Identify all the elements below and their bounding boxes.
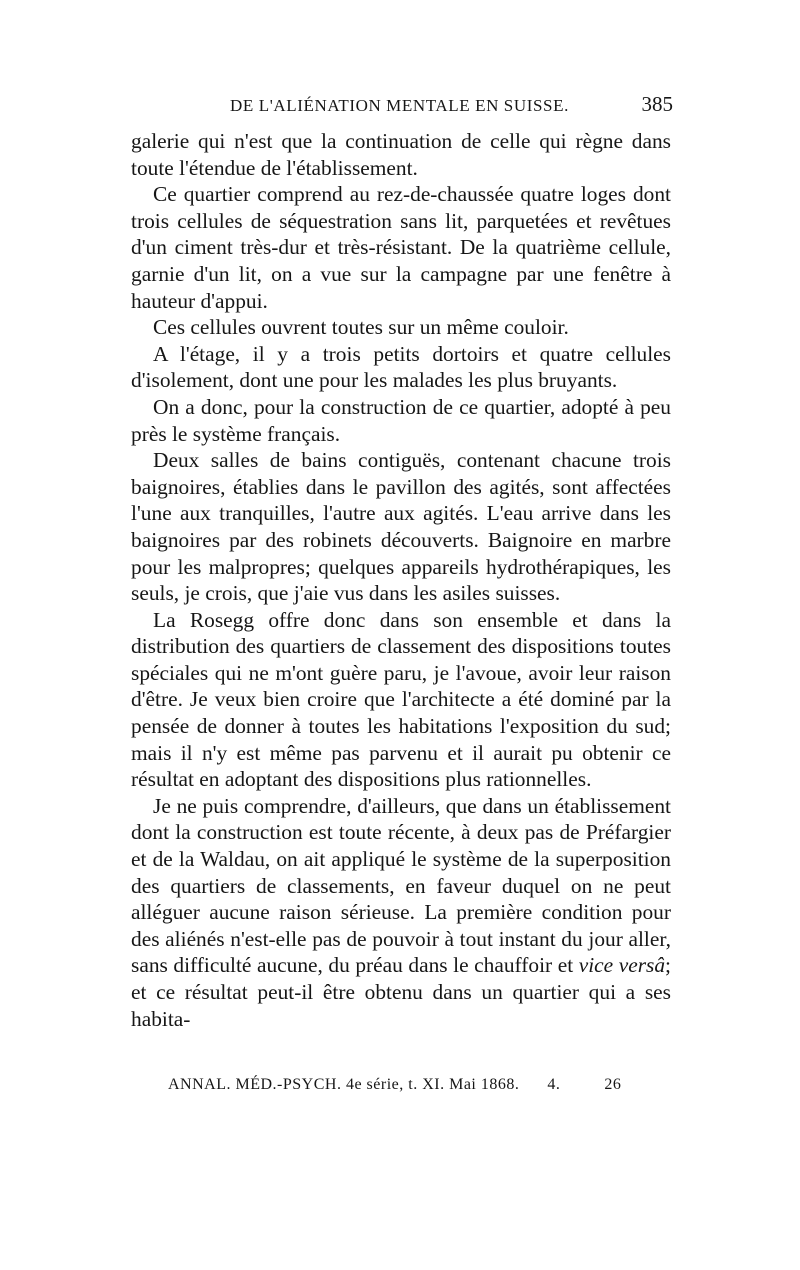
footer-signature xyxy=(168,1076,638,1094)
paragraph: Ce quartier comprend au rez-de-chaussée quatre loges dont trois cellules de séquestration sans lit, parquetées et revêtues d'un ciment très-dur et très-résistant. De la quatrième cellule, garnie d'un lit, on a vue sur la campagne par une fenêtre à hauteur d'appui. xyxy=(131,182,671,313)
body-text xyxy=(131,128,671,1032)
signature-letter: 4. xyxy=(547,1076,561,1093)
paragraph: A l'étage, il y a trois petits dortoirs et quatre cellules d'isolement, dont une pour les malades les plus bruyants. xyxy=(131,341,671,393)
page-number: 385 xyxy=(641,92,673,116)
paragraph: On a donc, pour la construction de ce quartier, adopté à peu près le système français. xyxy=(131,394,671,446)
paragraph-text: Je ne puis comprendre, d'ailleurs, que dans un établissement dont la construction est toute récente, à deux pas de Préfargier et de la Waldau, on ait appliqué le système de la superposition des quartiers de classements, en faveur duquel on ne peut alléguer aucune raison sérieuse. La première condition pour des aliénés n'est-elle pas de pouvoir à tout instant du jour aller, sans difficulté aucune, du préau dans le chauffoir et xyxy=(131,793,671,978)
paragraph: Deux salles de bains contiguës, contenant chacune trois baignoires, établies dans le pavillon des agités, sont affectées l'une aux tranquilles, l'autre aux agités. L'eau arrive dans les baignoires par des robinets découverts. Baignoire en marbre pour les malpropres; quelques appareils hydrothérapiques, les seuls, je crois, que j'aie vus dans les asiles suisses. xyxy=(131,448,671,606)
paragraph: Ces cellules ouvrent toutes sur un même couloir. xyxy=(153,315,569,340)
paragraph-text-end: ; et ce résultat peut-il être obtenu dans un quartier qui a ses habita- xyxy=(131,953,671,1031)
paragraph: La Rosegg offre donc dans son ensemble et dans la distribution des quartiers de classement des dispositions toutes spéciales qui ne m'ont guère paru, je l'avoue, avoir leur raison d'être. Je veux bien croire que l'architecte a été dominé par la pensée de donner à toutes les habitations l'exposition du sud; mais il n'y est même pas parvenu et il aurait pu obtenir ce résultat en adoptant des dispositions plus rationnelles. xyxy=(131,607,671,792)
running-header xyxy=(131,92,673,122)
italic-phrase: vice versâ xyxy=(578,953,666,978)
paragraph-final xyxy=(131,793,671,1032)
running-title: DE L'ALIÉNATION MENTALE EN SUISSE. xyxy=(230,96,569,115)
signature-number: 26 xyxy=(604,1076,622,1093)
paragraph-continuation: galerie qui n'est que la continuation de celle qui règne dans toute l'étendue de l'établissement. xyxy=(131,129,671,180)
footer-citation: ANNAL. MÉD.-PSYCH. 4e série, t. XI. Mai 1868. xyxy=(168,1076,520,1093)
